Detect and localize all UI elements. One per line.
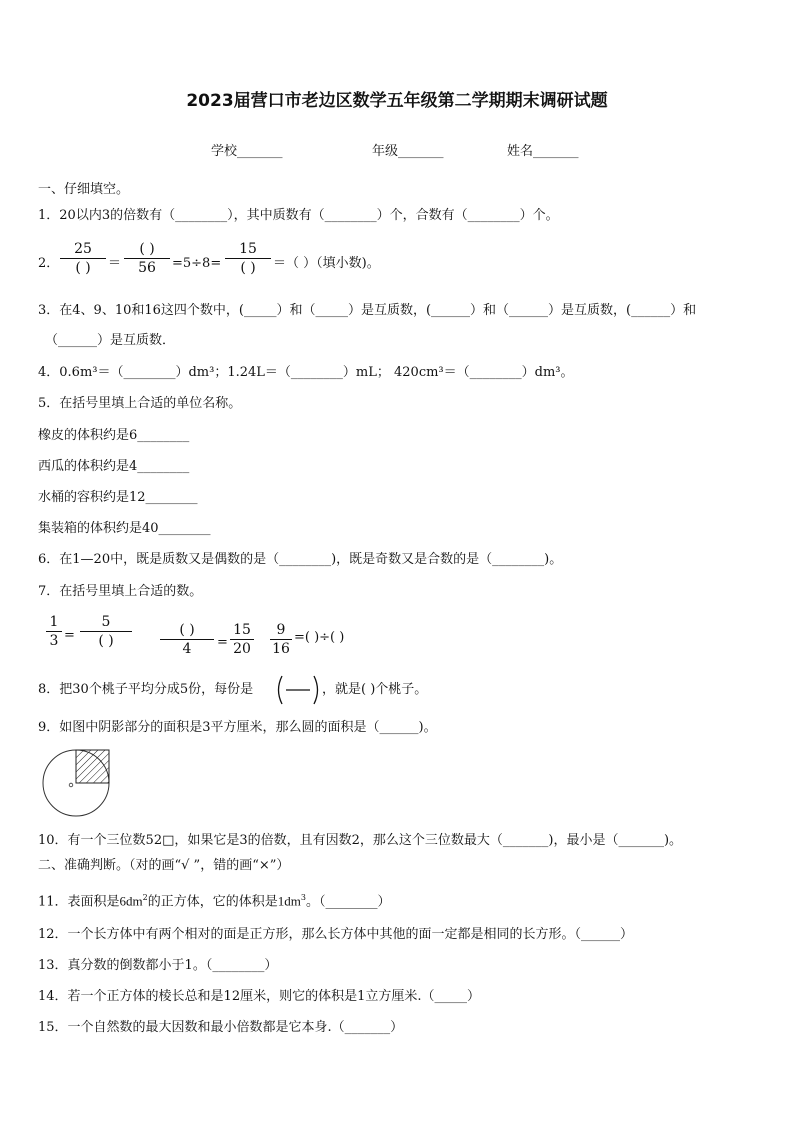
name-field: 姓名_______: [507, 144, 579, 159]
question-9: 9．如图中阴影部分的面积是3平方厘米，那么圆的面积是（______)。: [38, 720, 437, 735]
q2-eq-1: ＝: [108, 256, 122, 271]
circle-shaded-square-figure: [38, 746, 114, 818]
q2-fraction-1: 25 ( ): [60, 241, 106, 276]
question-5a: 橡皮的体积约是6________: [38, 428, 190, 443]
question-12: 12．一个长方体中有两个相对的面是正方形，那么长方体中其他的面一定都是相同的长方形。（______）: [38, 927, 634, 942]
question-5b: 西瓜的体积约是4________: [38, 459, 190, 474]
q7-tail: =( )÷( ): [294, 630, 345, 645]
q2-fraction-3: 15 ( ): [225, 241, 271, 276]
section-1-heading: 一、仔细填空。: [38, 182, 130, 197]
q7-fraction-b: 5 ( ): [80, 614, 132, 649]
question-3-line-1: 3．在4、9、10和16这四个数中，(_____）和（_____）是互质数，(______）和（______）是互质数，(______）和: [38, 303, 697, 318]
q2-tail: ＝（ ）（填小数)。: [273, 256, 380, 271]
question-5: 5．在括号里填上合适的单位名称。: [38, 396, 242, 411]
question-5d: 集装箱的体积约是40________: [38, 521, 211, 536]
question-10: 10．有一个三位数52□，如果它是3的倍数，且有因数2，那么这个三位数最大（_______)，最小是（_______)。: [38, 833, 683, 848]
page-title: 2023届营口市老边区数学五年级第二学期期末调研试题: [186, 91, 608, 111]
question-4: 4．0.6m³＝（________）dm³；1.24L＝（________）mL； 420cm³＝（________）dm³。: [38, 365, 574, 380]
q2-mid: =5÷8=: [172, 256, 222, 271]
question-11: 11．表面积是$6dm^2$的正方体，它的体积是$1dm^3$。（________）: [38, 893, 391, 910]
question-6: 6．在1—20中，既是质数又是偶数的是（________)，既是奇数又是合数的是（________)。: [38, 552, 563, 567]
question-7: 7．在括号里填上合适的数。: [38, 584, 203, 599]
question-8-part-2: ，就是( )个桃子。: [322, 682, 428, 697]
question-13: 13．真分数的倒数都小于1。（________）: [38, 958, 278, 973]
q7-fraction-c: ( ) 4: [160, 622, 214, 657]
section-2-heading: 二、准确判断。（对的画“√ ”，错的画“×”）: [38, 858, 290, 873]
q7-fraction-e: 9 16: [270, 622, 292, 657]
question-1: 1．20以内3的倍数有（________），其中质数有（________）个，合数有（________）个。: [38, 208, 559, 223]
q7-fraction-a: 1 3: [46, 614, 62, 649]
question-8-part-1: 8．把30个桃子平均分成5份，每份是: [38, 682, 254, 697]
grade-field: 年级_______: [372, 144, 444, 159]
question-14: 14．若一个正方体的棱长总和是12厘米，则它的体积是1立方厘米.（_____）: [38, 989, 480, 1004]
question-15: 15．一个自然数的最大因数和最小倍数都是它本身.（_______）: [38, 1020, 404, 1035]
q8-blank-fraction-icon: [274, 674, 322, 706]
question-3-line-2: （______）是互质数．: [45, 333, 176, 348]
q7-eq-2: =: [217, 635, 228, 650]
question-5c: 水桶的容积约是12________: [38, 490, 198, 505]
q2-fraction-2: ( ) 56: [124, 241, 170, 276]
question-2-label: 2．: [38, 256, 60, 271]
q7-fraction-d: 15 20: [230, 622, 254, 657]
q7-eq-1: =: [64, 628, 75, 643]
school-field: 学校_______: [211, 144, 283, 159]
